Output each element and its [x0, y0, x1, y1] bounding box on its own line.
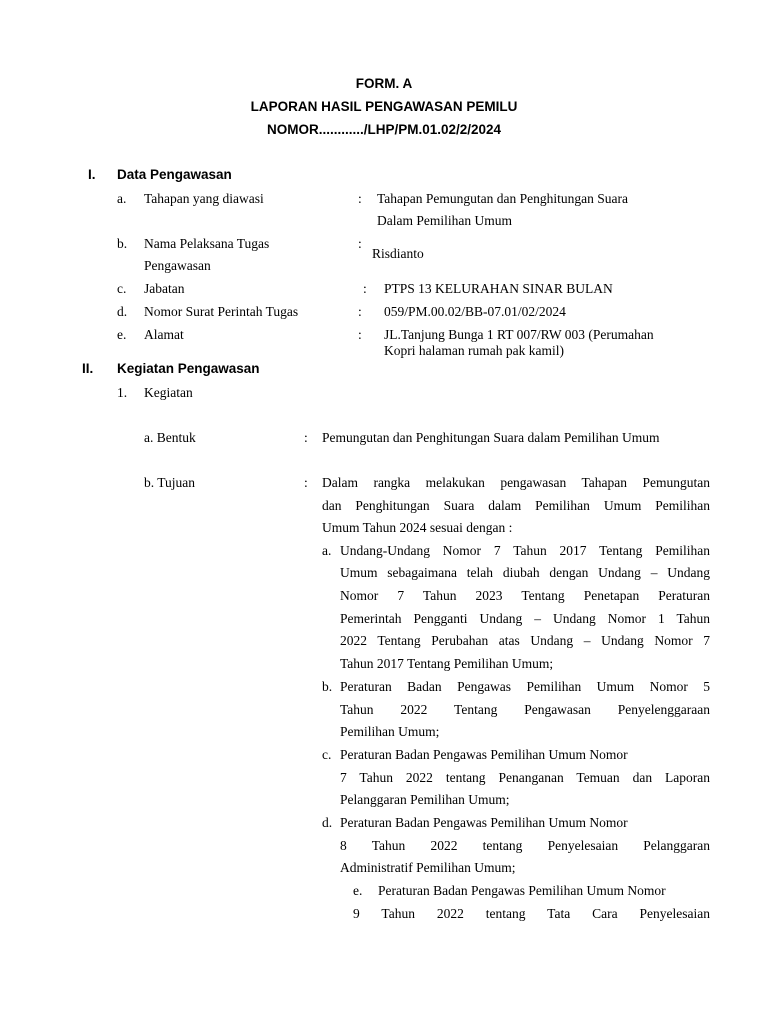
legal-item-line: Pemerintah Pengganti Undang – Undang Nomor 1 Tahun: [340, 611, 710, 626]
section2-number: II.: [82, 361, 94, 376]
legal-item-line: Tahun 2017 Tentang Pemilihan Umum;: [340, 656, 554, 671]
legal-item-letter: c.: [322, 747, 332, 762]
legal-item-letter: b.: [322, 679, 333, 694]
legal-item-line: 9 Tahun 2022 tentang Tata Cara Penyelesaian: [353, 906, 710, 921]
legal-item-line: Tahun 2022 Tentang Pengawasan Penyelenggaraan: [340, 702, 710, 717]
row-a-letter: a.: [117, 191, 127, 206]
section1-title: Data Pengawasan: [117, 167, 232, 182]
bentuk-colon: :: [304, 430, 308, 445]
row-e-value-line2: Kopri halaman rumah pak kamil): [384, 343, 564, 358]
legal-item-line: 2022 Tentang Perubahan atas Undang – Undang Nomor 7: [340, 633, 710, 648]
legal-item-letter: e.: [353, 883, 363, 898]
row-c-colon: :: [363, 281, 367, 296]
legal-item-line: Peraturan Badan Pengawas Pemilihan Umum Nomor 5: [340, 679, 710, 694]
row-a-colon: :: [358, 191, 362, 206]
row-e-value-line1: JL.Tanjung Bunga 1 RT 007/RW 003 (Perumahan: [384, 327, 654, 342]
document-title: LAPORAN HASIL PENGAWASAN PEMILU: [250, 99, 518, 114]
row-c-value: PTPS 13 KELURAHAN SINAR BULAN: [384, 281, 613, 296]
row-b-letter: b.: [117, 236, 128, 251]
row-d-label: Nomor Surat Perintah Tugas: [144, 304, 299, 319]
legal-item-line: Nomor 7 Tahun 2023 Tentang Penetapan Peraturan: [340, 588, 710, 603]
row-b-label-line2: Pengawasan: [144, 258, 211, 273]
legal-item-line: 7 Tahun 2022 tentang Penanganan Temuan dan Laporan: [340, 770, 710, 785]
row-a-value-line2: Dalam Pemilihan Umum: [377, 213, 512, 228]
tujuan-intro-line: Dalam rangka melakukan pengawasan Tahapan Pemungutan: [322, 475, 710, 490]
legal-item-line: Peraturan Badan Pengawas Pemilihan Umum Nomor: [340, 747, 628, 762]
row-b-colon: :: [358, 236, 362, 251]
form-label: FORM. A: [355, 76, 413, 91]
row-d-letter: d.: [117, 304, 128, 319]
document-number: NOMOR............/LHP/PM.01.02/2/2024: [266, 122, 502, 137]
row-c-letter: c.: [117, 281, 127, 296]
legal-item-line: Umum sebagaimana telah diubah dengan Undang – Undang: [340, 565, 710, 580]
legal-item-line: Pelanggaran Pemilihan Umum;: [340, 792, 510, 807]
row-d-value: 059/PM.00.02/BB-07.01/02/2024: [384, 304, 566, 319]
legal-item-line: 8 Tahun 2022 tentang Penyelesaian Pelanggaran: [340, 838, 710, 853]
row-c-label: Jabatan: [144, 281, 185, 296]
row-e-label: Alamat: [144, 327, 184, 342]
section2-title: Kegiatan Pengawasan: [117, 361, 260, 376]
legal-item-line: Peraturan Badan Pengawas Pemilihan Umum Nomor: [378, 883, 666, 898]
row-a-label: Tahapan yang diawasi: [144, 191, 264, 206]
legal-item-line: Peraturan Badan Pengawas Pemilihan Umum Nomor: [340, 815, 628, 830]
kegiatan-label: Kegiatan: [144, 385, 193, 400]
tujuan-intro-line: Umum Tahun 2024 sesuai dengan :: [322, 520, 513, 535]
legal-item-line: Undang-Undang Nomor 7 Tahun 2017 Tentang Pemilihan: [340, 543, 710, 558]
tujuan-intro-line: dan Penghitungan Suara dalam Pemilihan Umum Pemilihan: [322, 498, 710, 513]
row-e-letter: e.: [117, 327, 127, 342]
legal-item-line: Administratif Pemilihan Umum;: [340, 860, 516, 875]
bentuk-label: a. Bentuk: [144, 430, 196, 445]
legal-item-letter: a.: [322, 543, 332, 558]
bentuk-value: Pemungutan dan Penghitungan Suara dalam Pemilihan Umum: [322, 430, 660, 445]
section1-number: I.: [88, 167, 96, 182]
tujuan-label: b. Tujuan: [144, 475, 196, 490]
legal-item-line: Pemilihan Umum;: [340, 724, 440, 739]
legal-item-letter: d.: [322, 815, 333, 830]
row-e-colon: :: [358, 327, 362, 342]
tujuan-colon: :: [304, 475, 308, 490]
row-b-label-line1: Nama Pelaksana Tugas: [144, 236, 270, 251]
row-b-value: Risdianto: [372, 246, 424, 261]
row-d-colon: :: [358, 304, 362, 319]
kegiatan-number: 1.: [117, 385, 128, 400]
row-a-value-line1: Tahapan Pemungutan dan Penghitungan Suara: [377, 191, 628, 206]
